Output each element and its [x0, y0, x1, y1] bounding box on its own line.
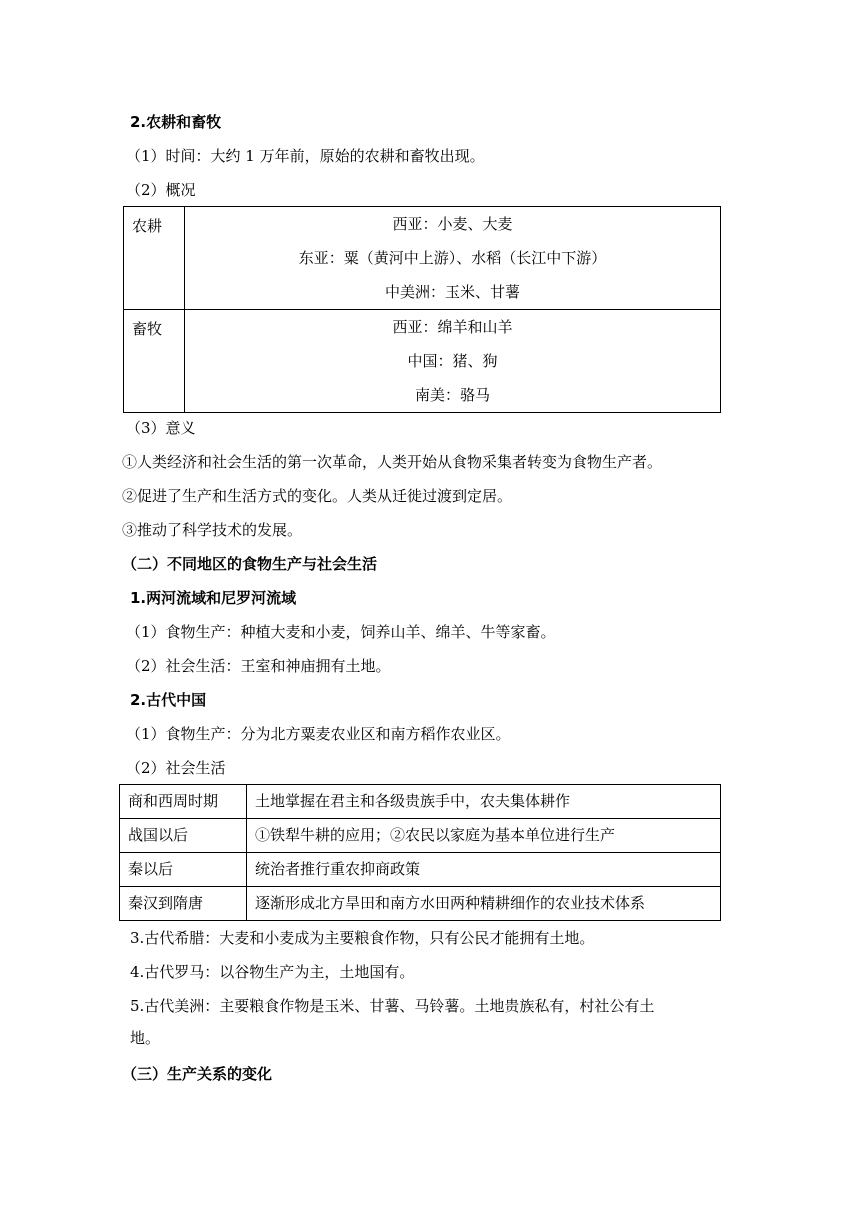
meaning-label: （3）意义: [126, 419, 196, 437]
meaning-point: ①人类经济和社会生活的第一次革命，人类开始从食物采集者转变为食物生产者。: [122, 453, 663, 471]
table-row: [124, 310, 721, 413]
meaning-point: ③推动了科学技术的发展。: [122, 521, 303, 539]
content-line: 南美：骆马: [414, 386, 490, 404]
description-cell: 统治者推行重农抑商政策: [247, 853, 721, 887]
part-three-title: （三）生产关系的变化: [122, 1065, 273, 1083]
period-cell: 商和西周时期: [120, 785, 247, 819]
description-cell: ①铁犁牛耕的应用；②农民以家庭为基本单位进行生产: [247, 819, 721, 853]
description-cell: 土地掌握在君主和各级贵族手中，农夫集体耕作: [247, 785, 721, 819]
row-label: 农耕: [124, 207, 185, 310]
ancient-greece-paragraph: 3.古代希腊：大麦和小麦成为主要粮食作物，只有公民才能拥有土地。: [130, 929, 595, 947]
part-two-title: （二）不同地区的食物生产与社会生活: [122, 555, 378, 573]
row-label: 畜牧: [124, 310, 185, 413]
farming-herding-table: [123, 206, 721, 413]
table-row: [120, 785, 721, 819]
description-cell: 逐渐形成北方旱田和南方水田两种精耕细作的农业技术体系: [247, 887, 721, 921]
overview-label: （2）概况: [126, 181, 196, 199]
period-cell: 秦汉到隋唐: [120, 887, 247, 921]
meaning-point: ②促进了生产和生活方式的变化。人类从迁徙过渡到定居。: [122, 487, 513, 505]
table-row: [120, 887, 721, 921]
social-life-item: （2）社会生活: [126, 759, 226, 777]
subsection-title-ancient-china: 2.古代中国: [130, 691, 207, 709]
food-production-item: （1）食物生产：种植大麦和小麦，饲养山羊、绵羊、牛等家畜。: [126, 623, 556, 641]
table-row: [120, 853, 721, 887]
ancient-rome-paragraph: 4.古代罗马：以谷物生产为主，土地国有。: [130, 963, 415, 981]
social-life-item: （2）社会生活：王室和神庙拥有土地。: [126, 657, 391, 675]
content-line: 西亚：小麦、大麦: [392, 215, 513, 233]
table-row: [124, 207, 721, 310]
content-line: 东亚：粟（黄河中上游）、水稻（长江中下游）: [298, 249, 607, 267]
subsection-title-mesopotamia: 1.两河流域和尼罗河流域: [130, 589, 297, 607]
food-production-item: （1）食物生产：分为北方粟麦农业区和南方稻作农业区。: [126, 725, 511, 743]
ancient-americas-paragraph-cont: 地。: [130, 1029, 161, 1047]
period-cell: 秦以后: [120, 853, 247, 887]
content-line: 中国：猪、狗: [407, 352, 498, 370]
row-content: [185, 310, 721, 413]
period-cell: 战国以后: [120, 819, 247, 853]
content-line: 西亚：绵羊和山羊: [392, 318, 513, 336]
table-row: [120, 819, 721, 853]
section-title-farming-herding: 2.农耕和畜牧: [130, 113, 222, 131]
ancient-americas-paragraph: 5.古代美洲：主要粮食作物是玉米、甘薯、马铃薯。土地贵族私有，村社公有土: [130, 997, 655, 1015]
time-paragraph: （1）时间：大约 1 万年前，原始的农耕和畜牧出现。: [126, 147, 485, 165]
row-content: [185, 207, 721, 310]
ancient-china-table: [119, 784, 721, 921]
content-line: 中美洲：玉米、甘薯: [384, 283, 520, 301]
